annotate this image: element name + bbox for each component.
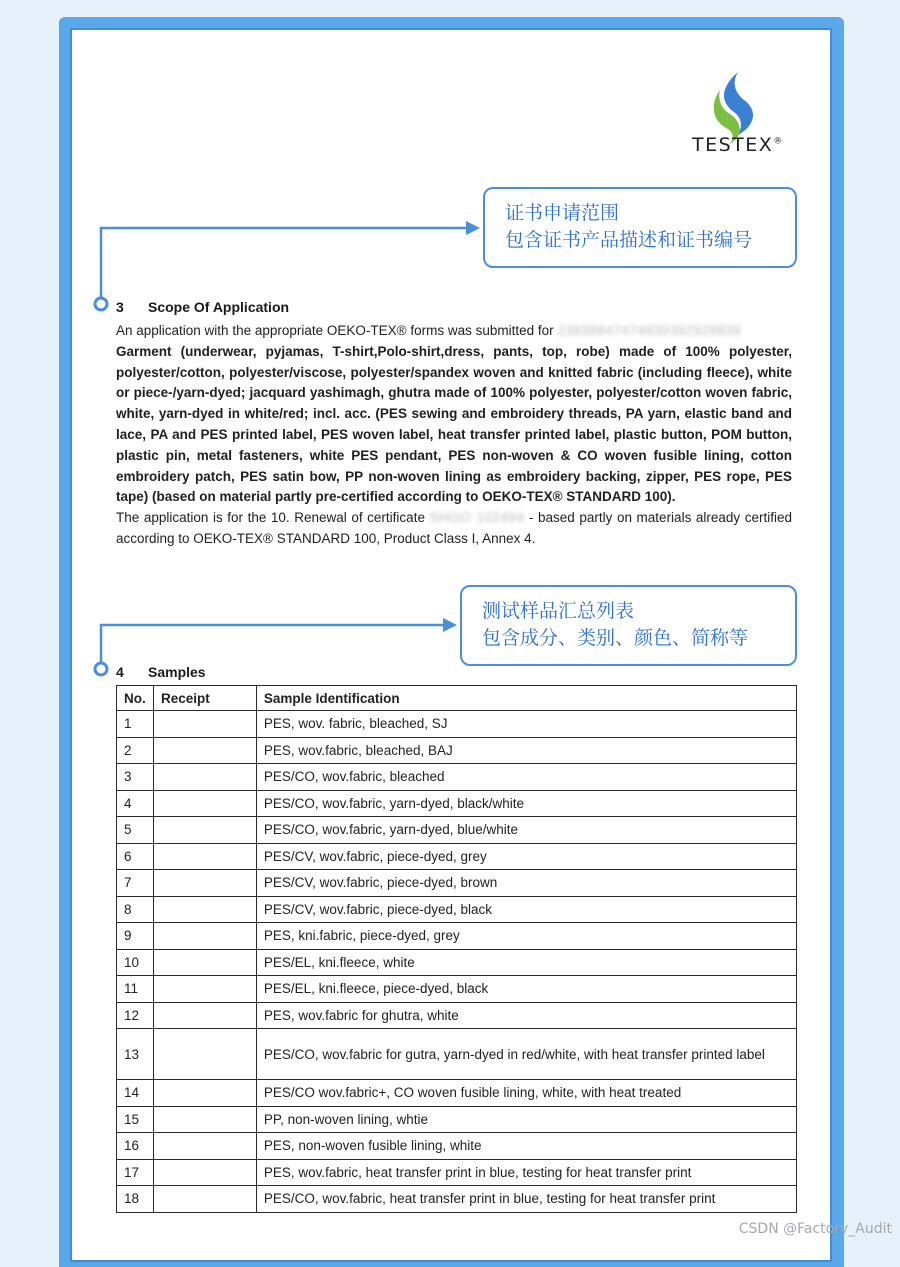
table-row: [117, 1080, 797, 1107]
table-header-row: [117, 686, 797, 711]
cell-receipt: [153, 896, 256, 923]
cell-receipt: [153, 1186, 256, 1213]
table-row: [117, 764, 797, 791]
callout-scope: [483, 187, 797, 268]
cell-no: 11: [117, 976, 154, 1003]
table-row: [117, 949, 797, 976]
table-row: [117, 790, 797, 817]
table-row: [117, 923, 797, 950]
cell-receipt: [153, 1159, 256, 1186]
callout-samples-line1: 测试样品汇总列表: [482, 600, 635, 622]
table-row: [117, 976, 797, 1003]
table-row: [117, 870, 797, 897]
table-row: [117, 843, 797, 870]
cell-identification: PES/CV, wov.fabric, piece-dyed, black: [256, 896, 796, 923]
cell-identification: PES/CV, wov.fabric, piece-dyed, grey: [256, 843, 796, 870]
table-row: [117, 1159, 797, 1186]
table-row: [117, 737, 797, 764]
callout-scope-line2: 包含证书产品描述和证书编号: [505, 229, 753, 251]
cell-identification: PES/CO, wov.fabric, yarn-dyed, blue/white: [256, 817, 796, 844]
cell-receipt: [153, 1002, 256, 1029]
scope-text: An application with the appropriate OEKO-TEX® forms was submitted for 23838847474839392928838 Garment (underwear, pyjamas, T-shirt,Polo-shirt,dress, pants, top, robe) made of 100% polyester, polyester/cotton, polyester/viscose, polyester/spandex woven and knitted fabric (including fleece), white or piece-/yarn-dyed; jacquard yashimagh, ghutra made of 100% polyester, polyester/cotton woven fabric, white, yarn-dyed in white/red; incl. acc. (PES sewing and embroidery threads, PA yarn, elastic band and lace, PA and PES printed label, PES woven label, heat transfer printed label, plastic button, POM button, plastic pin, metal fasteners, white PES pendant, PES non-woven & CO woven fusible lining, cotton embroidery patch, PES satin bow, PP non-woven lining as embroidery backing, zipper, PES rope, PES tape) (based on material partly pre-certified according to OEKO-TEX® STANDARD 100). The application is for the 10. Renewal of certificate SHGO 102494 - based partly on materials already certified according to OEKO-TEX® STANDARD 100, Product Class I, Annex 4.: [116, 323, 792, 546]
cell-identification: PES, wov. fabric, bleached, SJ: [256, 711, 796, 738]
cell-identification: PES, kni.fabric, piece-dyed, grey: [256, 923, 796, 950]
cell-no: 15: [117, 1106, 154, 1133]
header-receipt: Receipt: [153, 686, 256, 711]
cell-receipt: [153, 949, 256, 976]
cell-receipt: [153, 711, 256, 738]
cell-identification: PES/CO, wov.fabric, heat transfer print in blue, testing for heat transfer print: [256, 1186, 796, 1213]
table-row: [117, 817, 797, 844]
cell-receipt: [153, 790, 256, 817]
redacted-certificate-number: SHGO 102494: [429, 510, 525, 526]
cell-identification: PES/CO, wov.fabric, bleached: [256, 764, 796, 791]
cell-no: 13: [117, 1029, 154, 1080]
cell-receipt: [153, 737, 256, 764]
section-samples-heading: 4 Samples: [116, 664, 206, 680]
header-no: No.: [117, 686, 154, 711]
cell-no: 16: [117, 1133, 154, 1160]
logo-wordmark: TESTEX®: [692, 134, 784, 156]
cell-identification: PES/CO, wov.fabric, yarn-dyed, black/white: [256, 790, 796, 817]
cell-identification: PES, wov.fabric, bleached, BAJ: [256, 737, 796, 764]
cell-receipt: [153, 1080, 256, 1107]
cell-receipt: [153, 843, 256, 870]
table-row: [117, 1186, 797, 1213]
redacted-applicant: 23838847474839392928838: [557, 323, 742, 338]
cell-no: 18: [117, 1186, 154, 1213]
table-row: [117, 896, 797, 923]
cell-no: 14: [117, 1080, 154, 1107]
cell-no: 5: [117, 817, 154, 844]
cell-receipt: [153, 764, 256, 791]
cell-receipt: [153, 817, 256, 844]
cell-no: 2: [117, 737, 154, 764]
cell-no: 4: [117, 790, 154, 817]
cell-no: 7: [117, 870, 154, 897]
cell-no: 1: [117, 711, 154, 738]
cell-receipt: [153, 923, 256, 950]
cell-no: 6: [117, 843, 154, 870]
watermark: CSDN @Factory_Audit: [738, 1221, 892, 1237]
cell-receipt: [153, 1133, 256, 1160]
table-row: [117, 711, 797, 738]
cell-no: 12: [117, 1002, 154, 1029]
cell-no: 9: [117, 923, 154, 950]
cell-identification: PES/CV, wov.fabric, piece-dyed, brown: [256, 870, 796, 897]
cell-no: 3: [117, 764, 154, 791]
samples-table: [116, 685, 797, 1213]
cell-identification: PES, wov.fabric for ghutra, white: [256, 1002, 796, 1029]
cell-identification: PES, wov.fabric, heat transfer print in blue, testing for heat transfer print: [256, 1159, 796, 1186]
cell-identification: PES, non-woven fusible lining, white: [256, 1133, 796, 1160]
cell-no: 10: [117, 949, 154, 976]
table-row: [117, 1106, 797, 1133]
cell-no: 8: [117, 896, 154, 923]
product-description: Garment (underwear, pyjamas, T-shirt,Polo-shirt,dress, pants, top, robe) made of 100% polyester, polyester/cotton, polyester/viscose, polyester/spandex woven and knitted fabric (including fleece), white or piece-/yarn-dyed; jacquard yashimagh, ghutra made of 100% polyester, polyester/cotton woven fabric, white, yarn-dyed in white/red; incl. acc. (PES sewing and embroidery threads, PA yarn, elastic band and lace, PA and PES printed label, PES woven label, heat transfer printed label, plastic button, POM button, plastic pin, metal fasteners, white PES pendant, PES non-woven & CO woven fusible lining, cotton embroidery patch, PES satin bow, PP non-woven lining as embroidery backing, zipper, PES rope, PES tape) (based on material partly pre-certified according to OEKO-TEX® STANDARD 100).: [116, 343, 792, 505]
cell-receipt: [153, 976, 256, 1003]
table-row: [117, 1133, 797, 1160]
cell-identification: PES/EL, kni.fleece, piece-dyed, black: [256, 976, 796, 1003]
cell-identification: PP, non-woven lining, whtie: [256, 1106, 796, 1133]
callout-samples: [460, 585, 797, 666]
table-row: [117, 1029, 797, 1080]
cell-receipt: [153, 870, 256, 897]
header-identification: Sample Identification: [256, 686, 796, 711]
callout-samples-line2: 包含成分、类别、颜色、简称等: [482, 627, 749, 649]
callout-scope-line1: 证书申请范围: [505, 202, 620, 224]
cell-identification: PES/CO wov.fabric+, CO woven fusible lining, white, with heat treated: [256, 1080, 796, 1107]
cell-receipt: [153, 1029, 256, 1080]
cell-identification: PES/EL, kni.fleece, white: [256, 949, 796, 976]
cell-receipt: [153, 1106, 256, 1133]
cell-identification: PES/CO, wov.fabric for gutra, yarn-dyed in red/white, with heat transfer printed label: [256, 1029, 796, 1080]
table-row: [117, 1002, 797, 1029]
section-scope-heading: 3 Scope Of Application: [116, 299, 290, 315]
cell-no: 17: [117, 1159, 154, 1186]
